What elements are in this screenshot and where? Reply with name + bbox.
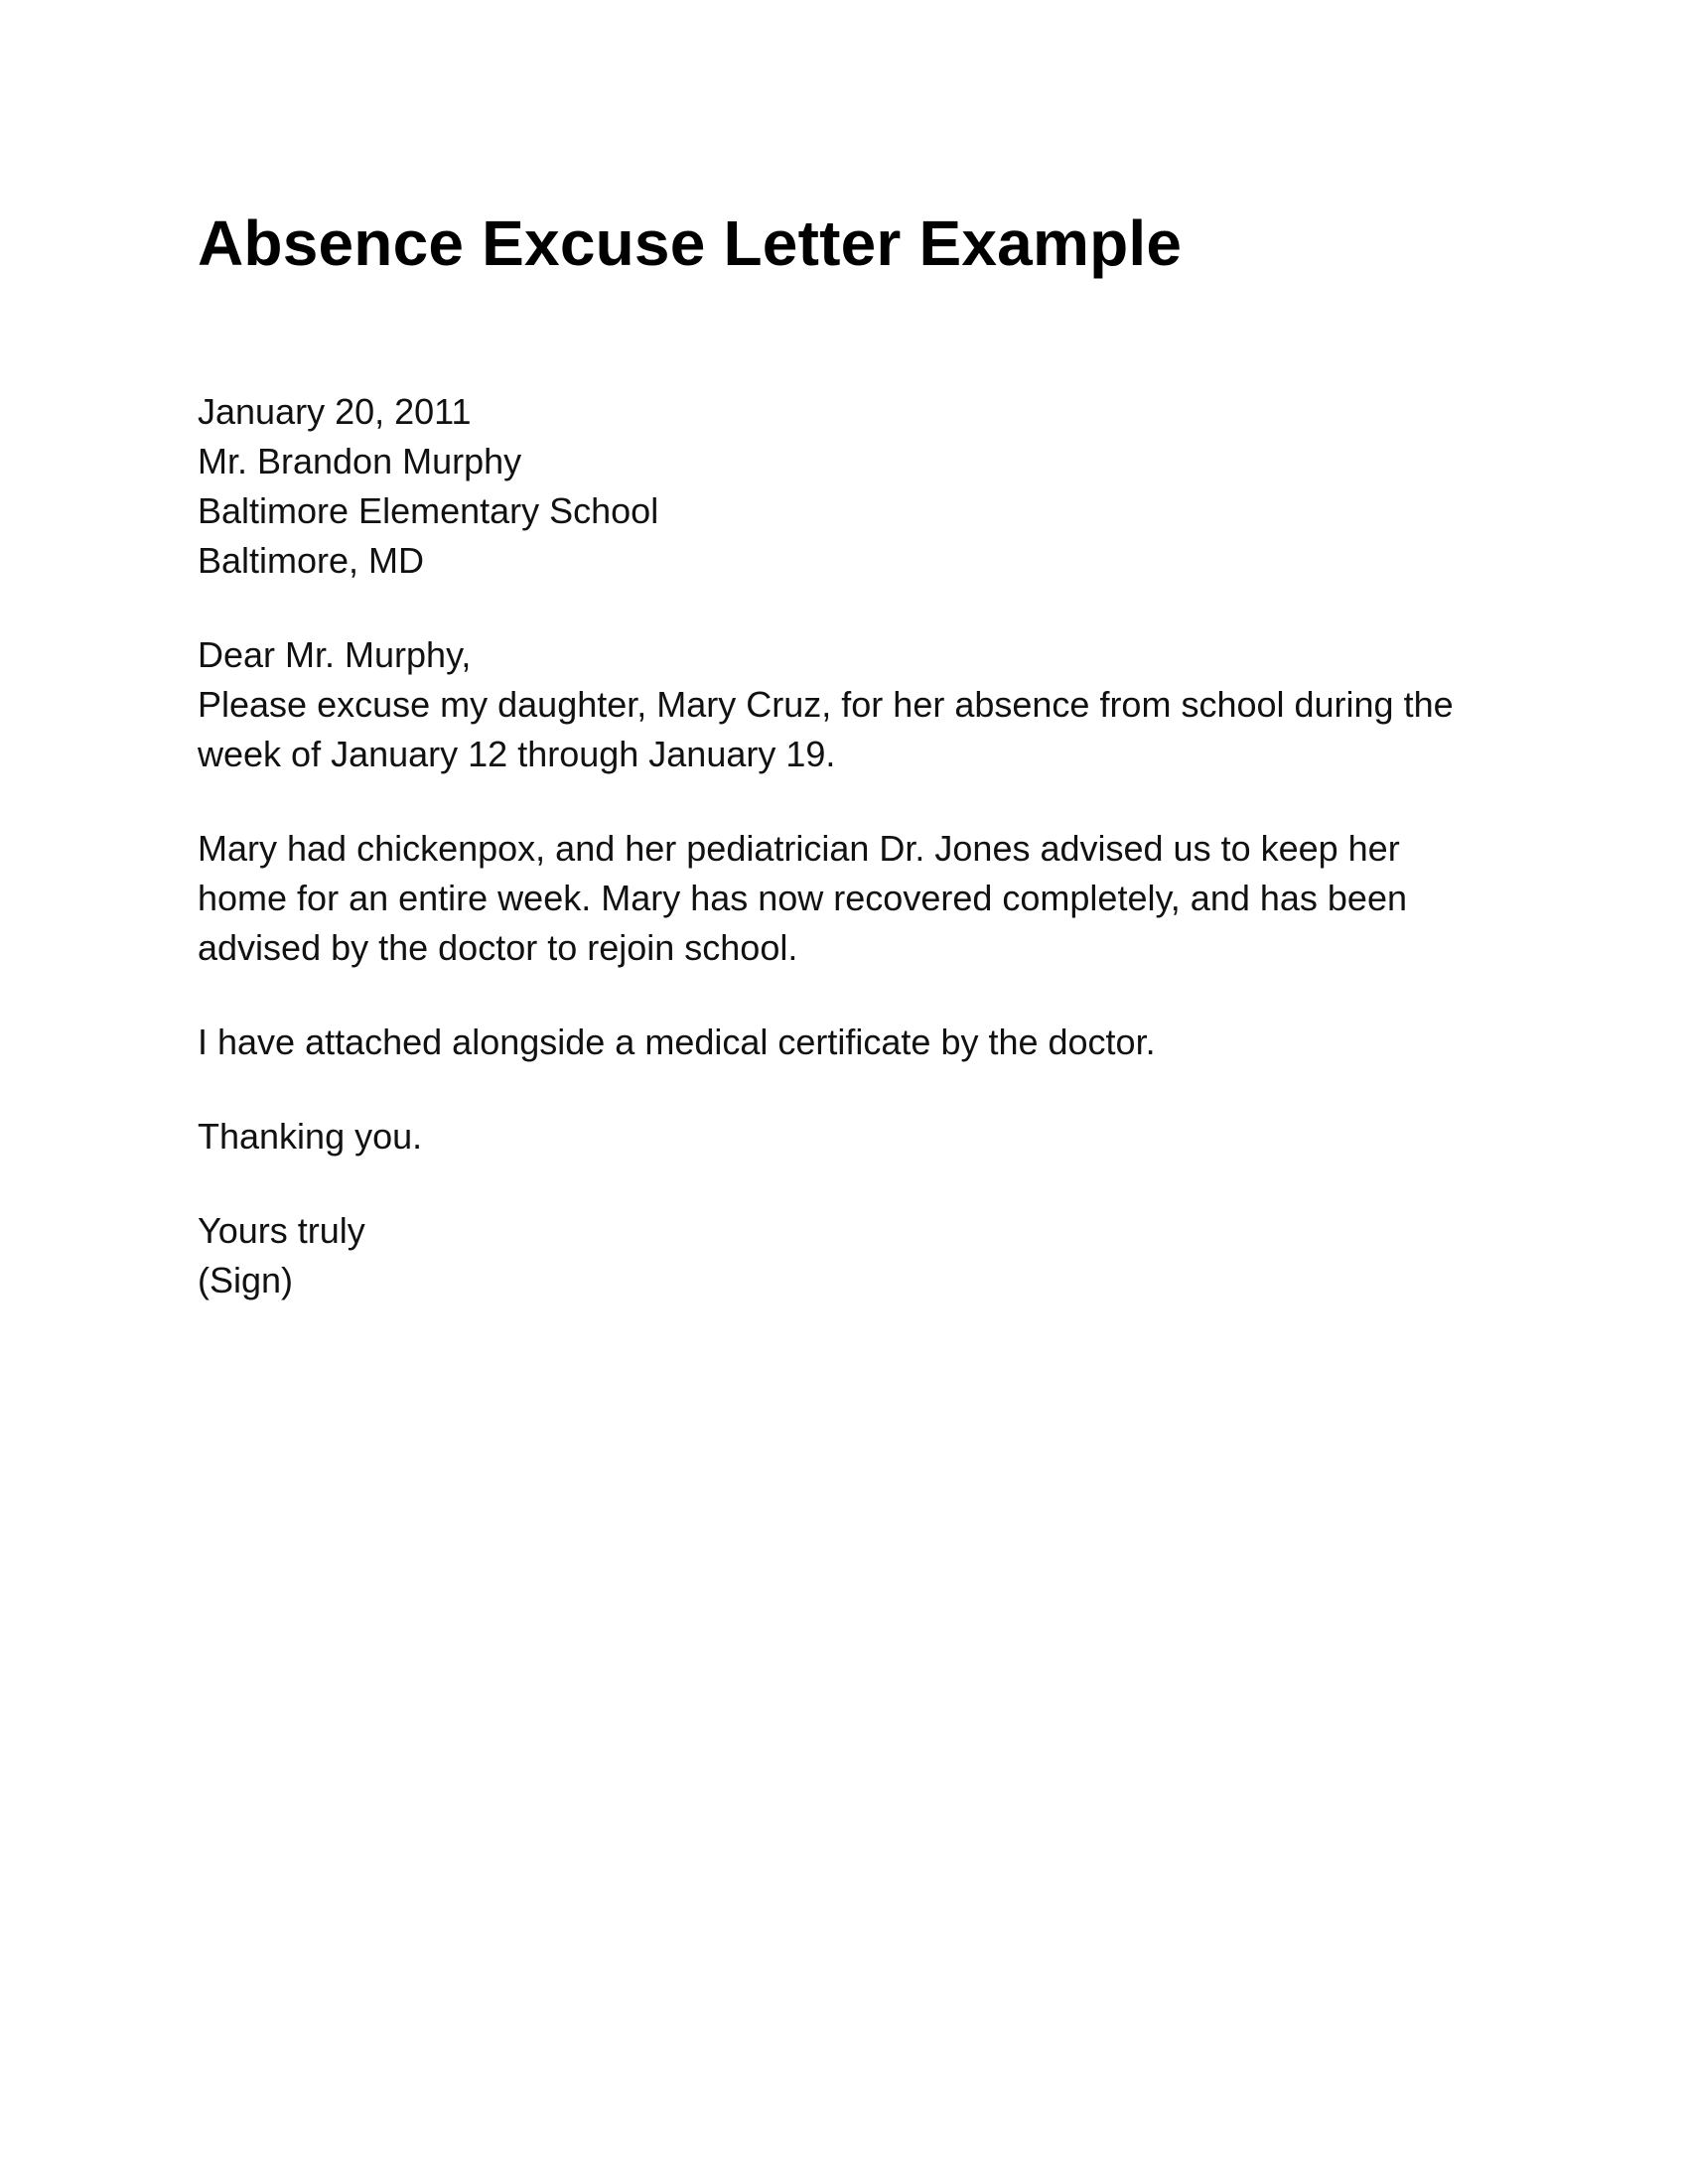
paragraph-3-line: I have attached alongside a medical certificate by the doctor. (198, 1022, 1156, 1062)
salutation: Dear Mr. Murphy, (198, 634, 472, 675)
closing-thanks: Thanking you. (198, 1116, 423, 1157)
recipient-block (198, 387, 1508, 586)
reason-paragraph (198, 824, 1508, 973)
paragraph-2-line-1: Mary had chickenpox, and her pediatrician Dr. Jones advised us to keep her (198, 828, 1400, 869)
letter-content (198, 204, 1508, 1305)
recipient-school: Baltimore Elementary School (198, 490, 659, 531)
signature-block (198, 1206, 1508, 1305)
paragraph-1-line-1: Please excuse my daughter, Mary Cruz, for her absence from school during the (198, 684, 1454, 725)
opening-paragraph (198, 630, 1508, 779)
closing-phrase: Yours truly (198, 1210, 365, 1251)
paragraph-2-line-3: advised by the doctor to rejoin school. (198, 927, 798, 968)
letter-date: January 20, 2011 (198, 391, 472, 432)
document-title: Absence Excuse Letter Example (198, 207, 1183, 279)
thanks-paragraph (198, 1112, 1508, 1161)
signature-placeholder: (Sign) (198, 1260, 294, 1300)
recipient-name: Mr. Brandon Murphy (198, 441, 522, 481)
paragraph-1-line-2: week of January 12 through January 19. (198, 734, 836, 774)
attachment-paragraph (198, 1018, 1508, 1067)
paragraph-2-line-2: home for an entire week. Mary has now recovered completely, and has been (198, 878, 1407, 918)
recipient-city: Baltimore, MD (198, 540, 425, 581)
letter-body (198, 387, 1508, 1305)
